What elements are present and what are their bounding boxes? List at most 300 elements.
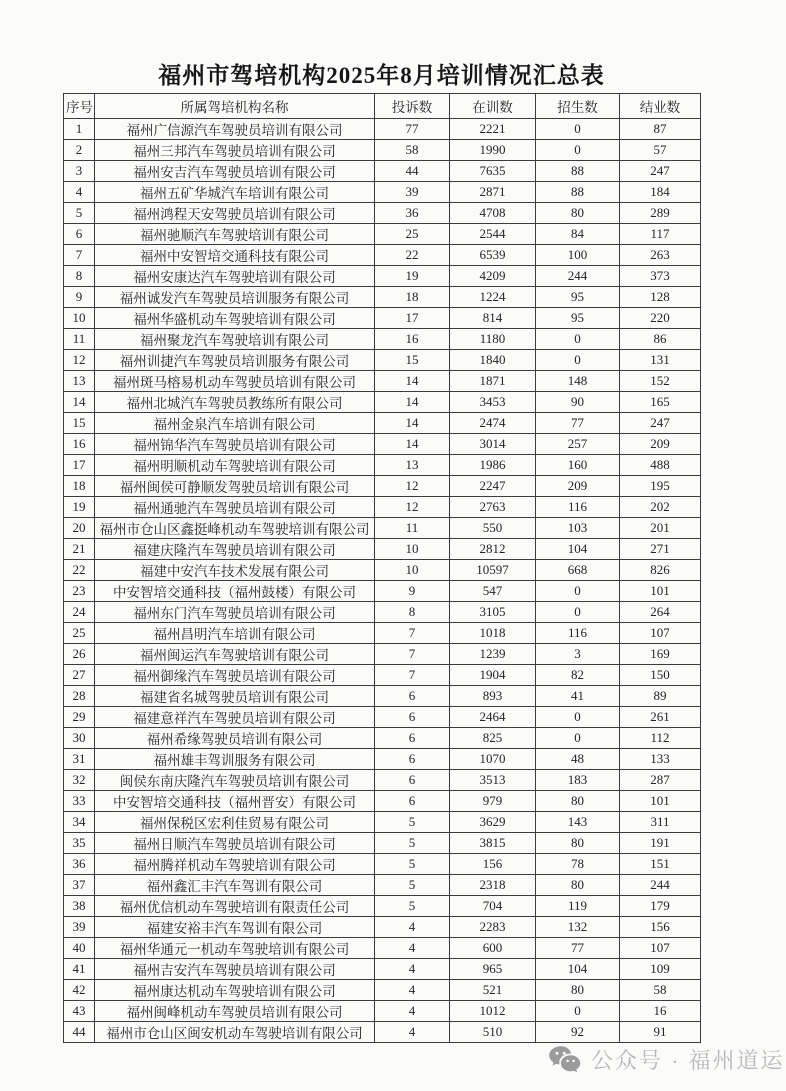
cell-in-training: 1990 (450, 140, 536, 161)
cell-in-training: 2283 (450, 917, 536, 938)
cell-graduation: 488 (620, 455, 701, 476)
table-row (64, 938, 701, 959)
page-title: 福州市驾培机构2025年8月培训情况汇总表 (158, 63, 605, 88)
table-row (64, 812, 701, 833)
cell-enrollment: 0 (536, 350, 620, 371)
table-row (64, 140, 701, 161)
table-row (64, 308, 701, 329)
cell-index: 37 (64, 875, 95, 896)
cell-enrollment: 143 (536, 812, 620, 833)
cell-in-training: 156 (450, 854, 536, 875)
cell-graduation: 264 (620, 602, 701, 623)
cell-institution-name: 福建省名城驾驶员培训有限公司 (95, 686, 375, 707)
cell-in-training: 2221 (450, 119, 536, 140)
cell-in-training: 521 (450, 980, 536, 1001)
table-row (64, 350, 701, 371)
table-row (64, 833, 701, 854)
cell-enrollment: 0 (536, 728, 620, 749)
cell-in-training: 2464 (450, 707, 536, 728)
table-row (64, 224, 701, 245)
cell-enrollment: 0 (536, 329, 620, 350)
cell-index: 28 (64, 686, 95, 707)
cell-complaints: 12 (375, 476, 450, 497)
cell-index: 7 (64, 245, 95, 266)
cell-graduation: 373 (620, 266, 701, 287)
cell-graduation: 165 (620, 392, 701, 413)
cell-enrollment: 257 (536, 434, 620, 455)
cell-graduation: 191 (620, 833, 701, 854)
cell-complaints: 14 (375, 371, 450, 392)
cell-in-training: 2812 (450, 539, 536, 560)
table-row (64, 287, 701, 308)
cell-enrollment: 103 (536, 518, 620, 539)
cell-institution-name: 福建庆隆汽车驾驶员培训有限公司 (95, 539, 375, 560)
cell-institution-name: 福州吉安汽车驾驶员培训有限公司 (95, 959, 375, 980)
cell-in-training: 1239 (450, 644, 536, 665)
cell-graduation: 57 (620, 140, 701, 161)
cell-index: 10 (64, 308, 95, 329)
cell-graduation: 220 (620, 308, 701, 329)
cell-index: 19 (64, 497, 95, 518)
cell-enrollment: 78 (536, 854, 620, 875)
cell-institution-name: 福州驰顺汽车驾驶培训有限公司 (95, 224, 375, 245)
cell-institution-name: 福州闽运汽车驾驶培训有限公司 (95, 644, 375, 665)
cell-in-training: 965 (450, 959, 536, 980)
cell-index: 39 (64, 917, 95, 938)
cell-enrollment: 132 (536, 917, 620, 938)
cell-complaints: 7 (375, 644, 450, 665)
cell-institution-name: 福州保税区宏利佳贸易有限公司 (95, 812, 375, 833)
header-index: 序号 (64, 94, 95, 119)
cell-complaints: 16 (375, 329, 450, 350)
cell-graduation: 91 (620, 1022, 701, 1043)
cell-in-training: 2544 (450, 224, 536, 245)
cell-institution-name: 福州五矿华城汽车培训有限公司 (95, 182, 375, 203)
cell-index: 35 (64, 833, 95, 854)
table-row (64, 665, 701, 686)
cell-complaints: 12 (375, 497, 450, 518)
table-header (64, 94, 701, 119)
cell-index: 27 (64, 665, 95, 686)
cell-complaints: 10 (375, 539, 450, 560)
header-row (64, 94, 701, 119)
cell-in-training: 1871 (450, 371, 536, 392)
table-row (64, 413, 701, 434)
cell-graduation: 107 (620, 938, 701, 959)
cell-institution-name: 福州御缘汽车驾驶员培训有限公司 (95, 665, 375, 686)
cell-index: 32 (64, 770, 95, 791)
cell-enrollment: 100 (536, 245, 620, 266)
cell-enrollment: 0 (536, 581, 620, 602)
table-row (64, 875, 701, 896)
cell-in-training: 2763 (450, 497, 536, 518)
cell-index: 34 (64, 812, 95, 833)
cell-in-training: 1070 (450, 749, 536, 770)
cell-enrollment: 209 (536, 476, 620, 497)
table-body (64, 119, 701, 1043)
cell-complaints: 10 (375, 560, 450, 581)
cell-enrollment: 3 (536, 644, 620, 665)
cell-in-training: 550 (450, 518, 536, 539)
cell-enrollment: 77 (536, 938, 620, 959)
cell-complaints: 77 (375, 119, 450, 140)
cell-index: 13 (64, 371, 95, 392)
cell-enrollment: 80 (536, 875, 620, 896)
cell-enrollment: 148 (536, 371, 620, 392)
cell-complaints: 6 (375, 791, 450, 812)
cell-institution-name: 福州北城汽车驾驶员教练所有限公司 (95, 392, 375, 413)
cell-institution-name: 福州腾祥机动车驾驶培训有限公司 (95, 854, 375, 875)
table-row (64, 539, 701, 560)
cell-graduation: 287 (620, 770, 701, 791)
cell-graduation: 58 (620, 980, 701, 1001)
cell-institution-name: 福州明顺机动车驾驶培训有限公司 (95, 455, 375, 476)
cell-graduation: 101 (620, 791, 701, 812)
cell-enrollment: 244 (536, 266, 620, 287)
cell-index: 31 (64, 749, 95, 770)
cell-complaints: 8 (375, 602, 450, 623)
cell-complaints: 17 (375, 308, 450, 329)
cell-index: 17 (64, 455, 95, 476)
cell-complaints: 44 (375, 161, 450, 182)
cell-index: 6 (64, 224, 95, 245)
table-row (64, 434, 701, 455)
cell-graduation: 107 (620, 623, 701, 644)
cell-enrollment: 104 (536, 539, 620, 560)
table-row (64, 770, 701, 791)
cell-complaints: 14 (375, 434, 450, 455)
cell-complaints: 4 (375, 1001, 450, 1022)
cell-index: 1 (64, 119, 95, 140)
cell-institution-name: 福州闽峰机动车驾驶员培训有限公司 (95, 1001, 375, 1022)
cell-institution-name: 福建中安汽车技术发展有限公司 (95, 560, 375, 581)
cell-complaints: 58 (375, 140, 450, 161)
table-row (64, 686, 701, 707)
cell-enrollment: 0 (536, 707, 620, 728)
header-graduation: 结业数 (620, 94, 701, 119)
cell-enrollment: 82 (536, 665, 620, 686)
cell-graduation: 271 (620, 539, 701, 560)
cell-enrollment: 183 (536, 770, 620, 791)
cell-index: 43 (64, 1001, 95, 1022)
cell-institution-name: 中安智培交通科技（福州鼓楼）有限公司 (95, 581, 375, 602)
cell-in-training: 2871 (450, 182, 536, 203)
cell-institution-name: 福州斑马榕易机动车驾驶员培训有限公司 (95, 371, 375, 392)
cell-in-training: 1224 (450, 287, 536, 308)
table-row (64, 266, 701, 287)
cell-institution-name: 福州日顺汽车驾驶员培训有限公司 (95, 833, 375, 854)
cell-graduation: 244 (620, 875, 701, 896)
cell-institution-name: 福州东门汽车驾驶员培训有限公司 (95, 602, 375, 623)
cell-enrollment: 0 (536, 1001, 620, 1022)
cell-graduation: 209 (620, 434, 701, 455)
cell-complaints: 5 (375, 854, 450, 875)
cell-institution-name: 福州优信机动车驾驶培训有限责任公司 (95, 896, 375, 917)
cell-complaints: 6 (375, 728, 450, 749)
cell-enrollment: 80 (536, 791, 620, 812)
training-summary-table (63, 93, 701, 1043)
cell-complaints: 9 (375, 581, 450, 602)
cell-in-training: 1986 (450, 455, 536, 476)
table-row (64, 791, 701, 812)
table-row (64, 854, 701, 875)
table-row (64, 581, 701, 602)
cell-institution-name: 福州昌明汽车培训有限公司 (95, 623, 375, 644)
table-row (64, 245, 701, 266)
cell-index: 18 (64, 476, 95, 497)
cell-index: 42 (64, 980, 95, 1001)
watermark-text: 公众号 · 福州道运 (591, 1048, 785, 1073)
table-row (64, 917, 701, 938)
cell-complaints: 5 (375, 896, 450, 917)
cell-enrollment: 0 (536, 602, 620, 623)
cell-index: 20 (64, 518, 95, 539)
cell-complaints: 22 (375, 245, 450, 266)
cell-index: 44 (64, 1022, 95, 1043)
cell-complaints: 19 (375, 266, 450, 287)
cell-complaints: 15 (375, 350, 450, 371)
cell-enrollment: 0 (536, 140, 620, 161)
cell-institution-name: 福州金泉汽车培训有限公司 (95, 413, 375, 434)
table-row (64, 707, 701, 728)
cell-graduation: 112 (620, 728, 701, 749)
cell-enrollment: 95 (536, 308, 620, 329)
cell-enrollment: 160 (536, 455, 620, 476)
cell-complaints: 25 (375, 224, 450, 245)
cell-graduation: 156 (620, 917, 701, 938)
cell-graduation: 826 (620, 560, 701, 581)
cell-institution-name: 闽侯东南庆隆汽车驾驶员培训有限公司 (95, 770, 375, 791)
cell-in-training: 1012 (450, 1001, 536, 1022)
cell-enrollment: 77 (536, 413, 620, 434)
cell-institution-name: 福州康达机动车驾驶培训有限公司 (95, 980, 375, 1001)
cell-complaints: 6 (375, 686, 450, 707)
cell-in-training: 1904 (450, 665, 536, 686)
cell-graduation: 150 (620, 665, 701, 686)
table-row (64, 455, 701, 476)
cell-in-training: 893 (450, 686, 536, 707)
cell-enrollment: 88 (536, 161, 620, 182)
cell-complaints: 5 (375, 833, 450, 854)
cell-complaints: 4 (375, 980, 450, 1001)
cell-institution-name: 福州市仓山区鑫挺峰机动车驾驶培训有限公司 (95, 518, 375, 539)
cell-institution-name: 福州市仓山区闽安机动车驾驶培训有限公司 (95, 1022, 375, 1043)
cell-in-training: 704 (450, 896, 536, 917)
cell-institution-name: 福州三邦汽车驾驶员培训有限公司 (95, 140, 375, 161)
cell-graduation: 247 (620, 161, 701, 182)
cell-graduation: 109 (620, 959, 701, 980)
cell-enrollment: 88 (536, 182, 620, 203)
cell-index: 4 (64, 182, 95, 203)
cell-institution-name: 福州安康达汽车驾驶培训有限公司 (95, 266, 375, 287)
table-row (64, 959, 701, 980)
cell-index: 15 (64, 413, 95, 434)
cell-institution-name: 福建安裕丰汽车驾训有限公司 (95, 917, 375, 938)
table-row (64, 980, 701, 1001)
cell-graduation: 263 (620, 245, 701, 266)
cell-complaints: 4 (375, 959, 450, 980)
table-row (64, 1022, 701, 1043)
cell-institution-name: 福建意祥汽车驾驶员培训有限公司 (95, 707, 375, 728)
cell-in-training: 6539 (450, 245, 536, 266)
cell-index: 2 (64, 140, 95, 161)
cell-graduation: 86 (620, 329, 701, 350)
cell-in-training: 3014 (450, 434, 536, 455)
cell-in-training: 10597 (450, 560, 536, 581)
table-row (64, 371, 701, 392)
cell-index: 12 (64, 350, 95, 371)
cell-enrollment: 116 (536, 497, 620, 518)
cell-complaints: 6 (375, 749, 450, 770)
cell-complaints: 5 (375, 812, 450, 833)
cell-institution-name: 福州华盛机动车驾驶培训有限公司 (95, 308, 375, 329)
cell-institution-name: 福州训捷汽车驾驶员培训服务有限公司 (95, 350, 375, 371)
cell-in-training: 3629 (450, 812, 536, 833)
cell-enrollment: 41 (536, 686, 620, 707)
cell-enrollment: 104 (536, 959, 620, 980)
cell-institution-name: 福州鸿程天安驾驶员培训有限公司 (95, 203, 375, 224)
cell-index: 11 (64, 329, 95, 350)
table-row (64, 119, 701, 140)
cell-index: 9 (64, 287, 95, 308)
cell-institution-name: 福州安吉汽车驾驶员培训有限公司 (95, 161, 375, 182)
table-row (64, 1001, 701, 1022)
cell-enrollment: 119 (536, 896, 620, 917)
table-row (64, 203, 701, 224)
cell-graduation: 184 (620, 182, 701, 203)
cell-institution-name: 福州聚龙汽车驾驶培训有限公司 (95, 329, 375, 350)
cell-index: 14 (64, 392, 95, 413)
cell-enrollment: 80 (536, 980, 620, 1001)
cell-in-training: 600 (450, 938, 536, 959)
cell-in-training: 3513 (450, 770, 536, 791)
cell-in-training: 510 (450, 1022, 536, 1043)
cell-complaints: 18 (375, 287, 450, 308)
cell-graduation: 261 (620, 707, 701, 728)
cell-institution-name: 中安智培交通科技（福州晋安）有限公司 (95, 791, 375, 812)
cell-graduation: 202 (620, 497, 701, 518)
cell-in-training: 3105 (450, 602, 536, 623)
cell-index: 26 (64, 644, 95, 665)
cell-complaints: 7 (375, 623, 450, 644)
cell-in-training: 2318 (450, 875, 536, 896)
cell-in-training: 2247 (450, 476, 536, 497)
table-row (64, 896, 701, 917)
cell-enrollment: 0 (536, 119, 620, 140)
header-institution-name: 所属驾培机构名称 (95, 94, 375, 119)
cell-index: 16 (64, 434, 95, 455)
cell-institution-name: 福州通驰汽车驾驶员培训有限公司 (95, 497, 375, 518)
table-row (64, 728, 701, 749)
cell-index: 24 (64, 602, 95, 623)
cell-complaints: 36 (375, 203, 450, 224)
cell-enrollment: 95 (536, 287, 620, 308)
cell-in-training: 979 (450, 791, 536, 812)
cell-index: 38 (64, 896, 95, 917)
cell-complaints: 11 (375, 518, 450, 539)
cell-complaints: 7 (375, 665, 450, 686)
cell-graduation: 179 (620, 896, 701, 917)
cell-enrollment: 90 (536, 392, 620, 413)
cell-complaints: 39 (375, 182, 450, 203)
cell-graduation: 289 (620, 203, 701, 224)
watermark (548, 1044, 785, 1075)
cell-index: 3 (64, 161, 95, 182)
cell-complaints: 14 (375, 413, 450, 434)
cell-institution-name: 福州闽侯可静顺发驾驶员培训有限公司 (95, 476, 375, 497)
cell-complaints: 5 (375, 875, 450, 896)
cell-graduation: 133 (620, 749, 701, 770)
cell-index: 8 (64, 266, 95, 287)
cell-in-training: 4209 (450, 266, 536, 287)
table-row (64, 749, 701, 770)
cell-in-training: 547 (450, 581, 536, 602)
cell-institution-name: 福州中安智培交通科技有限公司 (95, 245, 375, 266)
cell-enrollment: 92 (536, 1022, 620, 1043)
cell-in-training: 825 (450, 728, 536, 749)
cell-graduation: 131 (620, 350, 701, 371)
cell-enrollment: 668 (536, 560, 620, 581)
cell-complaints: 6 (375, 770, 450, 791)
cell-complaints: 6 (375, 707, 450, 728)
cell-index: 41 (64, 959, 95, 980)
cell-index: 22 (64, 560, 95, 581)
cell-enrollment: 84 (536, 224, 620, 245)
cell-index: 23 (64, 581, 95, 602)
cell-index: 29 (64, 707, 95, 728)
header-in-training: 在训数 (450, 94, 536, 119)
cell-enrollment: 48 (536, 749, 620, 770)
cell-index: 25 (64, 623, 95, 644)
cell-graduation: 201 (620, 518, 701, 539)
cell-index: 40 (64, 938, 95, 959)
cell-in-training: 1180 (450, 329, 536, 350)
table-row (64, 644, 701, 665)
cell-graduation: 247 (620, 413, 701, 434)
cell-graduation: 101 (620, 581, 701, 602)
cell-graduation: 128 (620, 287, 701, 308)
cell-graduation: 87 (620, 119, 701, 140)
cell-in-training: 4708 (450, 203, 536, 224)
cell-institution-name: 福州希缘驾驶员培训有限公司 (95, 728, 375, 749)
table-row (64, 161, 701, 182)
cell-complaints: 4 (375, 917, 450, 938)
cell-institution-name: 福州雄丰驾训服务有限公司 (95, 749, 375, 770)
cell-complaints: 4 (375, 938, 450, 959)
cell-in-training: 2474 (450, 413, 536, 434)
cell-enrollment: 116 (536, 623, 620, 644)
table-row (64, 329, 701, 350)
header-enrollment: 招生数 (536, 94, 620, 119)
cell-index: 33 (64, 791, 95, 812)
table-row (64, 182, 701, 203)
table-row (64, 623, 701, 644)
cell-institution-name: 福州华通元一机动车驾驶培训有限公司 (95, 938, 375, 959)
cell-enrollment: 80 (536, 203, 620, 224)
cell-in-training: 814 (450, 308, 536, 329)
cell-index: 30 (64, 728, 95, 749)
cell-graduation: 89 (620, 686, 701, 707)
table-row (64, 476, 701, 497)
cell-complaints: 4 (375, 1022, 450, 1043)
cell-index: 36 (64, 854, 95, 875)
table-row (64, 560, 701, 581)
cell-graduation: 195 (620, 476, 701, 497)
cell-graduation: 117 (620, 224, 701, 245)
cell-in-training: 1840 (450, 350, 536, 371)
table-row (64, 518, 701, 539)
cell-complaints: 13 (375, 455, 450, 476)
